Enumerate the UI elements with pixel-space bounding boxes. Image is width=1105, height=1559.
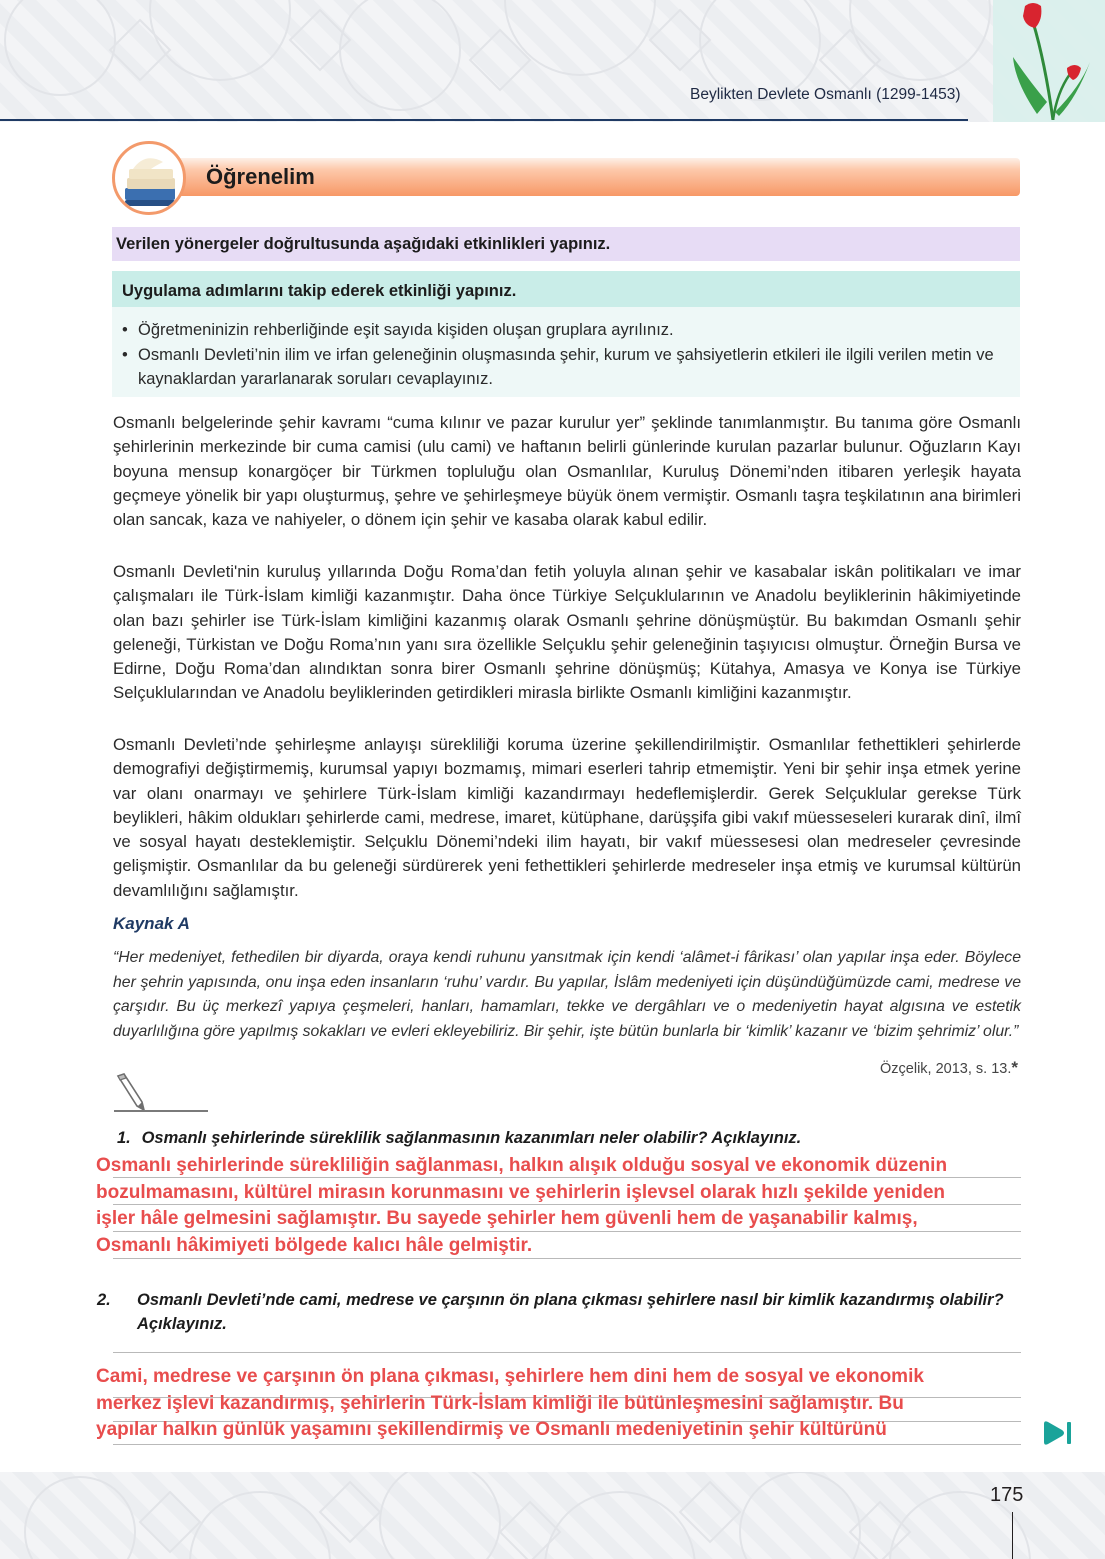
answer-1 xyxy=(96,1153,947,1259)
answer-line-text: bozulmamasını, kültürel mirasın korunmasını ve şehirlerin işlevsel olarak hızlı şekilde yeniden xyxy=(96,1181,945,1203)
learn-title: Öğrenelim xyxy=(206,164,315,189)
page-number: 175 xyxy=(990,1484,1024,1506)
main-instruction-bar xyxy=(112,227,1020,261)
answer-line-text: merkez işlevi kazandırmış, şehirlerin Türk-İslam kimliği ile bütünleşmesini sağlamıştır. Bu xyxy=(96,1392,904,1414)
question-text: Osmanlı şehirlerinde süreklilik sağlanmasının kazanımları neler olabilir? Açıklayınız. xyxy=(141,1129,802,1147)
source-citation xyxy=(880,1058,1018,1078)
answer-line-text: Osmanlı şehirlerinde sürekliliğin sağlanması, halkın alışık olduğu sosyal ve ekonomik düzenin xyxy=(96,1155,948,1176)
paragraph: Osmanlı Devleti’nde şehirleşme anlayışı sürekliliği koruma üzerine şekillendirilmiştir. Osmanlılar fethettikleri şehirlerde demografiyi değiştirmemiş, kurumsal yapıyı bozmamış, mimari eserleri tahrip etmemiştir. Yeni bir şehir inşa etmek yerine var olanı onarmayı ve şehirlere Türk-İslam kimliği kazandırmayı hedeflemişlerdir. Gerek Selçuklular gerekse Türk beylikleri, hâkim oldukları şehirlerde cami, medrese, imaret, kütüphane, darüşşifa gibi vakıf müesseseleri kurarak dinî, ilmî ve sosyal hayatı desteklemiştir. Selçuklu Dönemi’ndeki ilim hayatı, bir vakıf müessesesi olan medreseler çevresinde gelişmiştir. Osmanlılar da bu geleneği sürdürerek yeni fethettikleri şehirlerde medreseler inşa etmiş ve kurumsal kültürün devamlılığını sağlamıştır. xyxy=(113,735,1021,900)
pencil-underline xyxy=(114,1110,208,1112)
steps-list xyxy=(120,318,1020,392)
citation-text: Özçelik, 2013, s. 13. xyxy=(880,1061,1012,1077)
question-text: Osmanlı Devleti’nde cami, medrese ve çarşının ön plana çıkması şehirlere nasıl bir kimlik kazandırmış olabilir? Açıklayınız. xyxy=(137,1291,1004,1333)
source-quote: “Her medeniyet, fethedilen bir diyarda, oraya kendi ruhunu yansıtmak için kendi ‘alâmet-i fârikası’ olan yapılar inşa eder. Böylece her şehrin yapısında, onu inşa eden insanların ‘ruhu’ vardır. Bu yapılar, İslâm medeniyeti için düşündüğümüzde cami, medrese ve çarşıdır. Bu üç merkezî yapıya çeşmeleri, hanları, hamamları, tekke ve dergâhları ve o medeniyetin hayat algısına ve estetik duyarlılığına göre yapılmış sokakları ve evleri ekleyebiliriz. Bir şehir, işte bütün bunlarla bir ‘kimlik’ kazanır ve ‘bizim şehrimiz’ olur.” xyxy=(113,949,1021,1040)
answer-line xyxy=(113,1352,1021,1353)
paragraph: Osmanlı Devleti'nin kuruluş yıllarında Doğu Roma’dan fetih yoluyla alınan şehir ve kasabalar iskân politikaları ve imar çalışmaları ile Türk-İslam kimliği kazanmıştır. Daha önce Türkiye Selçuklularının ve Anadolu beyliklerinin hâkimiyetinde olan bazı şehirler ise Türk-İslam kimliğini kazanmış olarak Osmanlı şehrine dönüşmüştür. Bu bakımdan Osmanlı şehir geleneği, Türkistan ve Doğu Roma’nın yanı sıra özellikle Selçuklu şehir geleneğinin taşıyıcısı olmuştur. Örneğin Bursa ve Edirne, Doğu Roma’dan alındıktan sonra birer Osmanlı şehrine dönüşmüş; Kütahya, Amasya ve Konya ise Türkiye Selçuklularından ve Anadolu beyliklerinden getirdikleri mirasla birlikte Osmanlı kimliğini kazanmıştır. xyxy=(113,562,1021,703)
answer-line-text: yapılar halkın günlük yaşamını şekillendirmiş ve Osmanlı medeniyetinin şehir kültürünü xyxy=(96,1419,887,1440)
step-item: • Öğretmeninizin rehberliğinde eşit sayıda kişiden oluşan gruplara ayrılınız. xyxy=(120,318,1020,343)
answer-line-text: Osmanlı hâkimiyeti bölgede kalıcı hâle gelmiştir. xyxy=(96,1234,533,1256)
main-instruction: Verilen yönergeler doğrultusunda aşağıdaki etkinlikleri yapınız. xyxy=(116,235,611,253)
tulip-icon xyxy=(995,2,1095,120)
question-number: 2. xyxy=(97,1291,111,1309)
paragraph: Osmanlı belgelerinde şehir kavramı “cuma kılınır ve pazar kurulur yer” şeklinde tanımlanmıştır. Bu tanıma göre Osmanlı şehirlerinin merkezinde bir cuma camisi (ulu cami) ve haftanın belirli günlerinde kurulan pazarlar bulunur. Oğuzların Kayı boyuna mensup konargöçer bir Türkmen topluluğu olan Osmanlılar, Kuruluş Dönemi’nden itibaren yerleşik hayata geçmeye yönelik bir yapı oluşturmuş, şehre ve şehirleşmeye büyük önem vermiştir. Osmanlı taşra teşkilatının ana birimleri olan sancak, kaza ve nahiyeler, o dönem için şehir ve kasaba olarak kabul edilir. xyxy=(113,413,1021,530)
answer-line-text: işler hâle gelmesini sağlamıştır. Bu sayede şehirler hem güvenli hem de yaşanabilir kalmış, xyxy=(96,1208,918,1229)
source-title: Kaynak A xyxy=(113,914,190,933)
books-icon xyxy=(112,141,186,215)
next-page-icon[interactable] xyxy=(1042,1420,1072,1446)
question-1 xyxy=(117,1126,1017,1150)
footer-pattern xyxy=(0,1472,1105,1559)
pencil-icon xyxy=(112,1072,148,1112)
header-divider xyxy=(0,119,968,121)
citation-mark: * xyxy=(1011,1058,1018,1077)
steps-title: Uygulama adımlarını takip ederek etkinliği yapınız. xyxy=(122,282,517,300)
answer-line-text: Cami, medrese ve çarşının ön plana çıkması, şehirlere hem dini hem de sosyal ve ekonomik xyxy=(96,1366,924,1387)
question-2 xyxy=(97,1288,1022,1336)
question-number: 1. xyxy=(117,1129,131,1147)
steps-title-bar xyxy=(112,271,1020,307)
page-number-line xyxy=(1012,1512,1013,1559)
header-title: Beylikten Devlete Osmanlı (1299-1453) xyxy=(690,86,961,103)
answer-line xyxy=(113,1444,1021,1445)
answer-2 xyxy=(96,1364,924,1444)
step-item: • Osmanlı Devleti’nin ilim ve irfan geleneğinin oluşmasında şehir, kurum ve şahsiyetlerin etkileri ile ilgili verilen metin ve kaynaklardan yararlanarak soruları cevaplayınız. xyxy=(120,343,1020,392)
